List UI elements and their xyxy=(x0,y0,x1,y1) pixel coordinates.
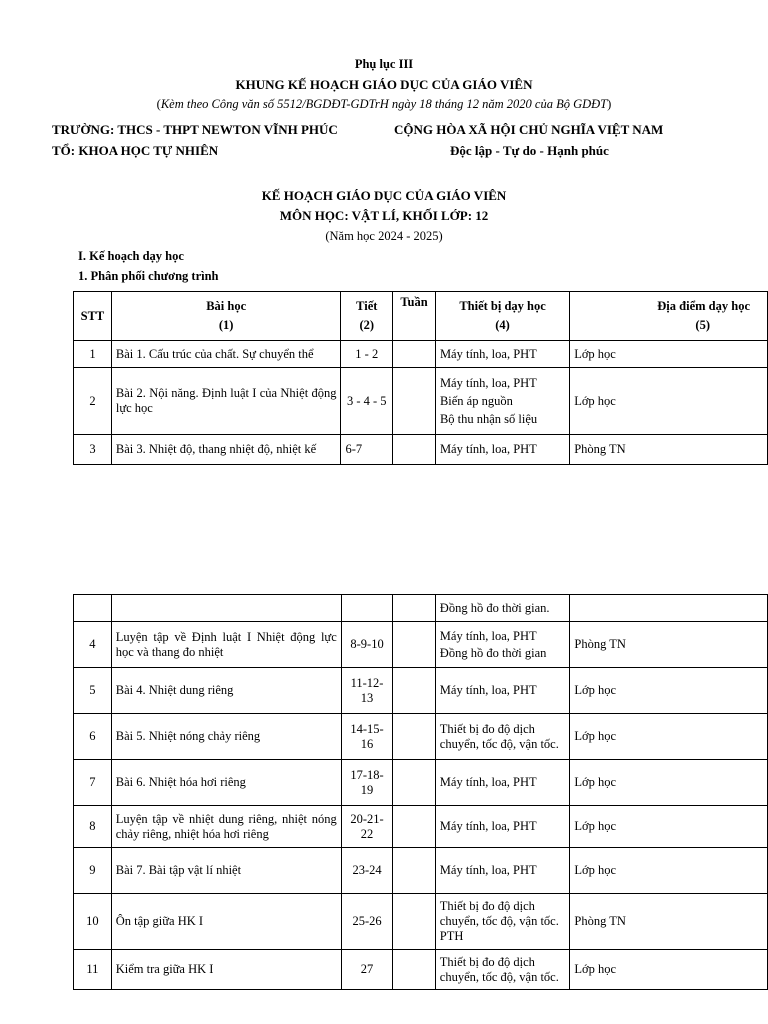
cell-period: 11-12-13 xyxy=(341,668,393,714)
column-header-lesson-number: (1) xyxy=(218,318,234,332)
cell-period: 14-15-16 xyxy=(341,714,393,760)
equipment-line: Máy tính, loa, PHT xyxy=(439,376,537,390)
cell-place: Phòng TN xyxy=(570,894,768,950)
cell-equipment xyxy=(435,341,569,368)
cell-place: Phòng TN xyxy=(570,622,768,668)
cell-stt: 5 xyxy=(74,668,112,714)
equipment-line: Máy tính, loa, PHT xyxy=(439,346,537,361)
cell-stt: 7 xyxy=(74,760,112,806)
equipment-line: Thiết bị đo độ dịch chuyển, tốc độ, vận tốc. xyxy=(439,954,559,984)
cell-period: 8-9-10 xyxy=(341,622,393,668)
cell-stt: 3 xyxy=(74,435,112,465)
cell-place: Lớp học xyxy=(570,848,768,894)
table-row xyxy=(74,806,768,848)
cell-place: Lớp học xyxy=(570,950,768,990)
cell-lesson: Bài 7. Bài tập vật lí nhiệt xyxy=(111,848,341,894)
plan-title: KẾ HOẠCH GIÁO DỤC CỦA GIÁO VIÊN xyxy=(261,188,507,203)
column-header-lesson-label: Bài học xyxy=(206,299,247,313)
equipment-line: Thiết bị đo độ dịch chuyển, tốc độ, vận tốc. PTH xyxy=(439,899,559,943)
cell-equipment xyxy=(435,622,570,668)
subtitle-close-paren: ) xyxy=(607,97,612,111)
column-header-equipment-label: Thiết bị dạy học xyxy=(459,299,546,313)
cell-stt: 1 xyxy=(74,341,112,368)
cell-period: 23-24 xyxy=(341,848,393,894)
cell-week xyxy=(393,595,435,622)
cell-stt: 11 xyxy=(74,950,112,990)
cell-lesson: Ôn tập giữa HK I xyxy=(111,894,341,950)
document-subtitle xyxy=(0,97,768,112)
cell-equipment xyxy=(435,894,570,950)
table-row xyxy=(74,714,768,760)
cell-place: Lớp học xyxy=(570,806,768,848)
table-row xyxy=(74,622,768,668)
table-row-continuation xyxy=(74,595,768,622)
table-row xyxy=(74,368,768,435)
table-row xyxy=(74,668,768,714)
cell-equipment xyxy=(435,950,570,990)
table-row xyxy=(74,760,768,806)
column-header-week: Tuần xyxy=(393,292,436,341)
cell-stt: 2 xyxy=(74,368,112,435)
cell-equipment xyxy=(435,668,570,714)
cell-equipment xyxy=(435,368,569,435)
cell-equipment: Đồng hồ đo thời gian. xyxy=(435,595,570,622)
cell-week xyxy=(393,714,435,760)
cell-place: Lớp học xyxy=(570,714,768,760)
cell-period: 27 xyxy=(341,950,393,990)
cell-stt: 4 xyxy=(74,622,112,668)
cell-period: 17-18-19 xyxy=(341,760,393,806)
equipment-line: Đồng hồ đo thời gian xyxy=(439,645,547,660)
department-name: TỔ: KHOA HỌC TỰ NHIÊN xyxy=(52,143,219,158)
cell-lesson: Bài 6. Nhiệt hóa hơi riêng xyxy=(111,760,341,806)
cell-lesson: Bài 5. Nhiệt nóng chảy riêng xyxy=(111,714,341,760)
equipment-line: Máy tính, loa, PHT xyxy=(439,863,537,877)
equipment-line: Máy tính, loa, PHT xyxy=(439,775,537,789)
table-row xyxy=(74,894,768,950)
cell-period: 1 - 2 xyxy=(341,341,393,368)
column-header-place-number: (5) xyxy=(695,318,710,332)
cell-lesson: Bài 1. Cấu trúc của chất. Sự chuyển thể xyxy=(111,341,341,368)
cell-week xyxy=(393,806,435,848)
table-row xyxy=(74,341,768,368)
subtitle-reference: Kèm theo Công văn số 5512/BGDĐT-GDTrH ngày 18 tháng 12 năm 2020 của Bộ GDĐT xyxy=(160,97,608,111)
cell-lesson: Luyện tập về nhiệt dung riêng, nhiệt nóng chảy riêng, nhiệt hóa hơi riêng xyxy=(111,806,341,848)
cell-week xyxy=(393,622,435,668)
table-header-row xyxy=(74,292,768,341)
cell-lesson: Kiểm tra giữa HK I xyxy=(111,950,341,990)
cell-week xyxy=(393,894,435,950)
column-header-period-label: Tiết xyxy=(356,299,378,313)
equipment-line: Thiết bị đo độ dịch chuyển, tốc độ, vận tốc. xyxy=(439,721,559,751)
cell-lesson: Luyện tập về Định luật I Nhiệt động lực học và thang đo nhiệt xyxy=(111,622,341,668)
cell-lesson xyxy=(111,595,341,622)
column-header-period xyxy=(341,292,393,341)
cell-stt xyxy=(74,595,112,622)
cell-period: 25-26 xyxy=(341,894,393,950)
column-header-place-label: Địa điểm dạy học xyxy=(657,299,750,313)
column-header-place xyxy=(570,292,768,341)
subtitle-open-paren: ( xyxy=(156,97,161,111)
cell-place: Lớp học xyxy=(570,368,768,435)
cell-stt: 8 xyxy=(74,806,112,848)
cell-week xyxy=(393,435,436,465)
equipment-line: Máy tính, loa, PHT xyxy=(439,628,537,643)
cell-week xyxy=(393,760,435,806)
cell-equipment xyxy=(435,848,570,894)
document-main-title: KHUNG KẾ HOẠCH GIÁO DỤC CỦA GIÁO VIÊN xyxy=(235,77,533,92)
country-name: CỘNG HÒA XÃ HỘI CHỦ NGHĨA VIỆT NAM xyxy=(394,122,664,137)
cell-week xyxy=(393,950,435,990)
cell-period: 6-7 xyxy=(341,435,393,465)
cell-equipment xyxy=(435,806,570,848)
equipment-line: Máy tính, loa, PHT xyxy=(439,819,537,833)
school-name: TRƯỜNG: THCS - THPT NEWTON VĨNH PHÚC xyxy=(52,122,338,137)
column-header-lesson xyxy=(111,292,341,341)
cell-week xyxy=(393,341,436,368)
column-header-period-number: (2) xyxy=(359,318,375,332)
school-year: (Năm học 2024 - 2025) xyxy=(325,229,443,243)
cell-place: Phòng TN xyxy=(570,435,768,465)
cell-week xyxy=(393,668,435,714)
national-motto: Độc lập - Tự do - Hạnh phúc xyxy=(450,143,609,158)
cell-equipment xyxy=(435,435,569,465)
cell-lesson: Bài 3. Nhiệt độ, thang nhiệt độ, nhiệt kế xyxy=(111,435,341,465)
equipment-line: Bộ thu nhận số liệu xyxy=(439,412,538,426)
table-row xyxy=(74,435,768,465)
column-header-stt: STT xyxy=(74,292,112,341)
curriculum-table-part-1 xyxy=(73,291,768,465)
column-header-equipment-number: (4) xyxy=(495,318,510,332)
cell-place: Lớp học xyxy=(570,760,768,806)
subsection-heading: 1. Phân phối chương trình xyxy=(78,269,219,283)
cell-equipment xyxy=(435,714,570,760)
cell-lesson: Bài 2. Nội năng. Định luật I của Nhiệt động lực học xyxy=(111,368,341,435)
cell-lesson: Bài 4. Nhiệt dung riêng xyxy=(111,668,341,714)
subject-title: MÔN HỌC: VẬT LÍ, KHỐI LỚP: 12 xyxy=(279,208,489,223)
appendix-title: Phụ lục III xyxy=(354,57,414,71)
cell-stt: 9 xyxy=(74,848,112,894)
curriculum-table-part-2 xyxy=(73,594,768,990)
cell-place xyxy=(570,595,768,622)
equipment-line: Biến áp nguồn xyxy=(439,394,513,408)
table-row xyxy=(74,950,768,990)
cell-place: Lớp học xyxy=(570,668,768,714)
cell-period: 20-21-22 xyxy=(341,806,393,848)
equipment-line: Máy tính, loa, PHT xyxy=(439,683,537,697)
cell-week xyxy=(393,368,436,435)
cell-stt: 10 xyxy=(74,894,112,950)
cell-week xyxy=(393,848,435,894)
column-header-equipment xyxy=(435,292,569,341)
table-row xyxy=(74,848,768,894)
cell-period xyxy=(341,595,393,622)
section-heading: I. Kế hoạch dạy học xyxy=(78,249,184,263)
cell-stt: 6 xyxy=(74,714,112,760)
cell-place: Lớp học xyxy=(570,341,768,368)
cell-period: 3 - 4 - 5 xyxy=(341,368,393,435)
cell-equipment xyxy=(435,760,570,806)
equipment-line: Máy tính, loa, PHT xyxy=(439,442,537,456)
